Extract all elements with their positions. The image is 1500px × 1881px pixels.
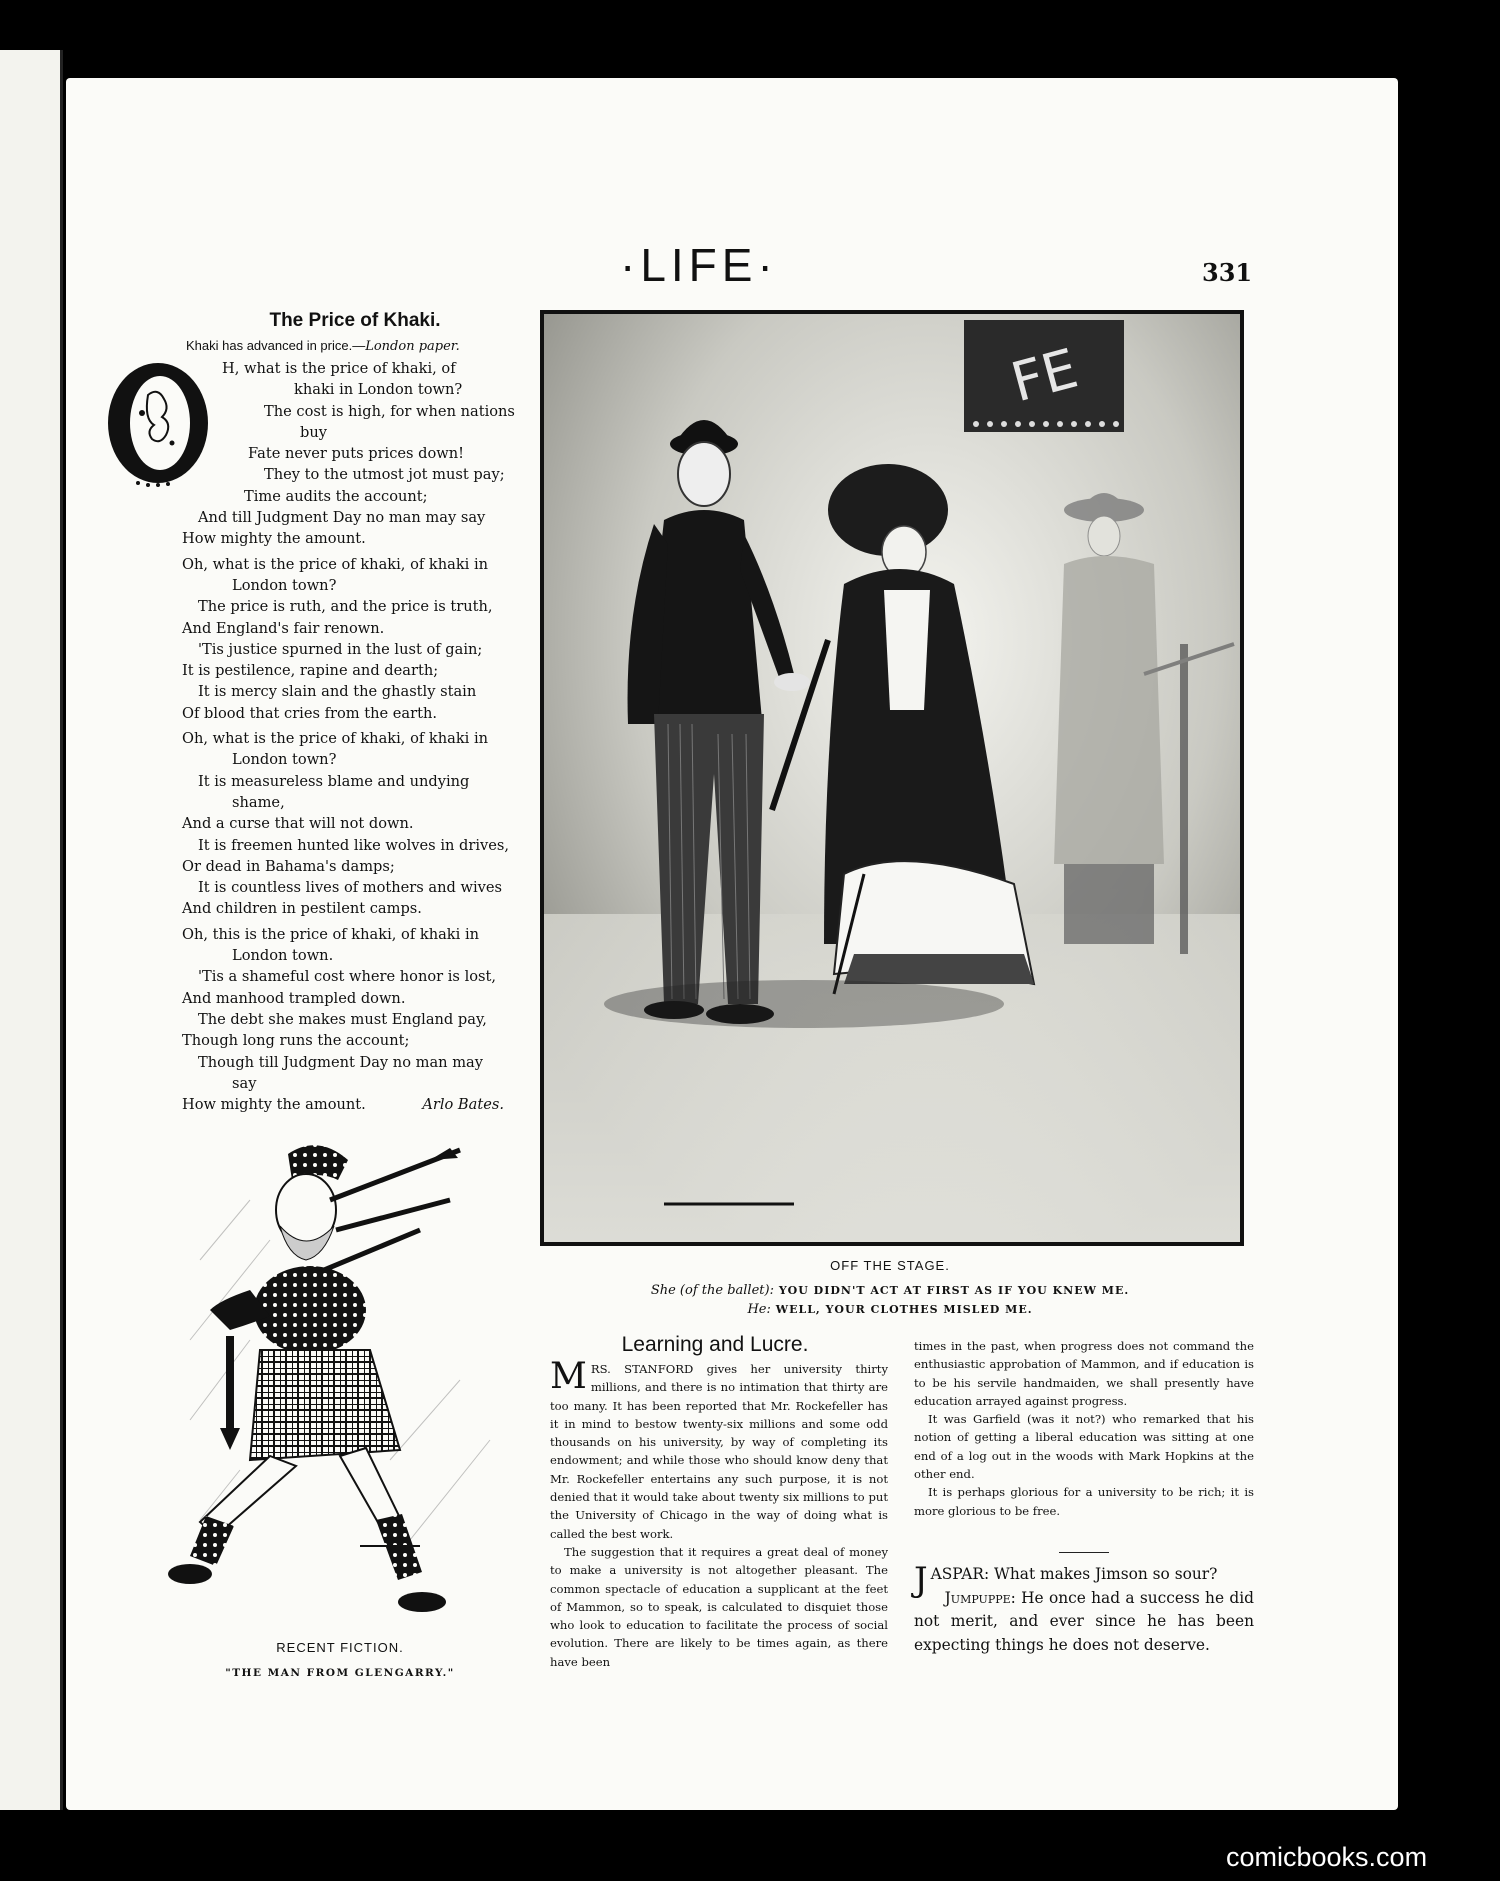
jaspar-joke [914, 1552, 1254, 1657]
article-lead: RS. STANFORD [590, 1362, 694, 1376]
joke-text-2: : He once had a success he did not merit, and ever since he has been expecting things he does not deserve. [914, 1588, 1254, 1654]
article-column-2 [914, 1337, 1254, 1520]
masthead: ·LIFE· [620, 239, 778, 291]
poem-line: Though long runs the account; [182, 1032, 410, 1050]
poem-line: It is mercy slain and the ghastly stain [198, 683, 477, 701]
poem-line: shame, [232, 793, 285, 811]
poem-line: And England's fair renown. [182, 619, 385, 637]
poem-line: And till Judgment Day no man may say [198, 509, 486, 527]
joke-line-2 [914, 1587, 1254, 1658]
article-paragraph: The suggestion that it requires a great deal of money to make a university is not altogether pleasant. The common spectacle of education a supplicant at the feet of Mammon, so to speak, is calculated to disquiet those who look to education to facilitate the process of social evolution. There are likely to be times again, as there have been [550, 1544, 888, 1669]
poem-line: London town? [232, 576, 337, 594]
facing-page-edge [0, 50, 63, 1810]
speech-he: WELL, YOUR CLOTHES MISLED ME. [775, 1303, 1033, 1316]
poem-line: How mighty the amount. [182, 1096, 366, 1114]
epigraph-source: London paper. [365, 339, 460, 354]
poem-epigraph [186, 338, 460, 354]
joke-speaker-2: Jumpuppe [944, 1588, 1011, 1607]
poem-line: Oh, what is the price of khaki, of khaki in [182, 555, 489, 573]
joke-dropcap: J [914, 1560, 928, 1600]
poem-line: It is freemen hunted like wolves in drives, [198, 836, 510, 854]
joke-text-1: : What makes Jimson so sour? [983, 1565, 1218, 1583]
separator-rule [1059, 1552, 1109, 1553]
article-paragraph: It was Garfield (was it not?) who remarked that his notion of getting a liberal education was sitting at one end of a log out in the woods with Mark Hopkins at the other end. [914, 1412, 1254, 1482]
off-the-stage-illustration [540, 310, 1244, 1246]
poem-line: London town? [232, 751, 337, 769]
poem-line: And children in pestilent camps. [182, 900, 422, 918]
poem-line: Oh, this is the price of khaki, of khaki in [182, 925, 480, 943]
poem-line: The debt she makes must England pay, [198, 1010, 487, 1028]
article-paragraph: It is perhaps glorious for a university to be rich; it is more glorious to be free. [914, 1485, 1254, 1518]
dialogue-line-he [540, 1302, 1240, 1317]
poem-line: And a curse that will not down. [182, 815, 414, 833]
poem-line: They to the utmost jot must pay; [264, 466, 505, 484]
poem-title: The Price of Khaki. [269, 310, 441, 331]
site-watermark: comicbooks.com [1226, 1842, 1428, 1872]
article-dropcap: M [550, 1356, 587, 1397]
poem-author: Arlo Bates. [422, 1096, 504, 1114]
poem-line: It is pestilence, rapine and dearth; [182, 662, 439, 680]
poem-line: say [232, 1074, 257, 1092]
speaker-he: He: [747, 1302, 771, 1317]
poem-line: And manhood trampled down. [182, 989, 406, 1007]
page-number: 331 [1202, 258, 1253, 287]
poem-line: Though till Judgment Day no man may [198, 1053, 483, 1071]
article-paragraph [550, 1356, 888, 1543]
poem-line: 'Tis justice spurned in the lust of gain; [198, 640, 483, 658]
poem-line: The price is ruth, and the price is truth, [198, 598, 493, 616]
speech-she: YOU DIDN'T ACT AT FIRST AS IF YOU KNEW ME. [778, 1284, 1130, 1297]
joke-speaker-1: ASPAR [930, 1565, 984, 1583]
poem-line: It is countless lives of mothers and wives [198, 879, 503, 897]
poem-line: Oh, what is the price of khaki, of khaki in [182, 730, 489, 748]
poem-line: H, what is the price of khaki, of [222, 360, 456, 377]
poem-line: It is measureless blame and undying [198, 772, 470, 790]
dialogue-line-she [540, 1283, 1240, 1298]
poem-line: Time audits the account; [244, 487, 428, 505]
poem-line: Of blood that cries from the earth. [182, 704, 438, 722]
poem-line: buy [300, 423, 327, 441]
poem-line: The cost is high, for when nations [264, 402, 515, 420]
article-text: gives her university thirty millions, and there is no intimation that thirty are too many. It has been reported that Mr. Rockefeller has it in mind to bestow twenty-six millions and some odd thousands on his university, by way of completing its endowment; and while those who should know deny that Mr. Rockefeller entertains any such purpose, it is not denied that it would take about twenty six millions to put the University of Chicago in the way of doing what is called the best work. [550, 1362, 888, 1541]
off-the-stage-caption: OFF THE STAGE. [830, 1258, 950, 1273]
poem-last-line [182, 1094, 504, 1115]
poem-line: Fate never puts prices down! [248, 445, 465, 463]
poster-letters: FE [1004, 336, 1085, 415]
poem-line: 'Tis a shameful cost where honor is lost, [198, 968, 497, 986]
poem-line: London town. [232, 947, 334, 965]
glengarry-subcaption: "THE MAN FROM GLENGARRY." [225, 1667, 455, 1679]
poem-line: Or dead in Bahama's damps; [182, 857, 395, 875]
poem-body [182, 358, 522, 1115]
bagpiper-illustration [160, 1140, 520, 1620]
speaker-she: She (of the ballet): [650, 1283, 774, 1298]
poem-line: khaki in London town? [294, 381, 463, 399]
epigraph-text: Khaki has advanced in price.— [186, 338, 366, 353]
article-paragraph: times in the past, when progress does not command the enthusiastic approbation of Mammon, and if education is to be his servile handmaiden, we shall presently have education arrayed against progress. [914, 1339, 1254, 1408]
article-title: Learning and Lucre. [621, 1333, 809, 1356]
recent-fiction-caption: RECENT FICTION. [276, 1640, 404, 1655]
article-column-1 [550, 1356, 888, 1671]
poem-line: How mighty the amount. [182, 530, 366, 548]
